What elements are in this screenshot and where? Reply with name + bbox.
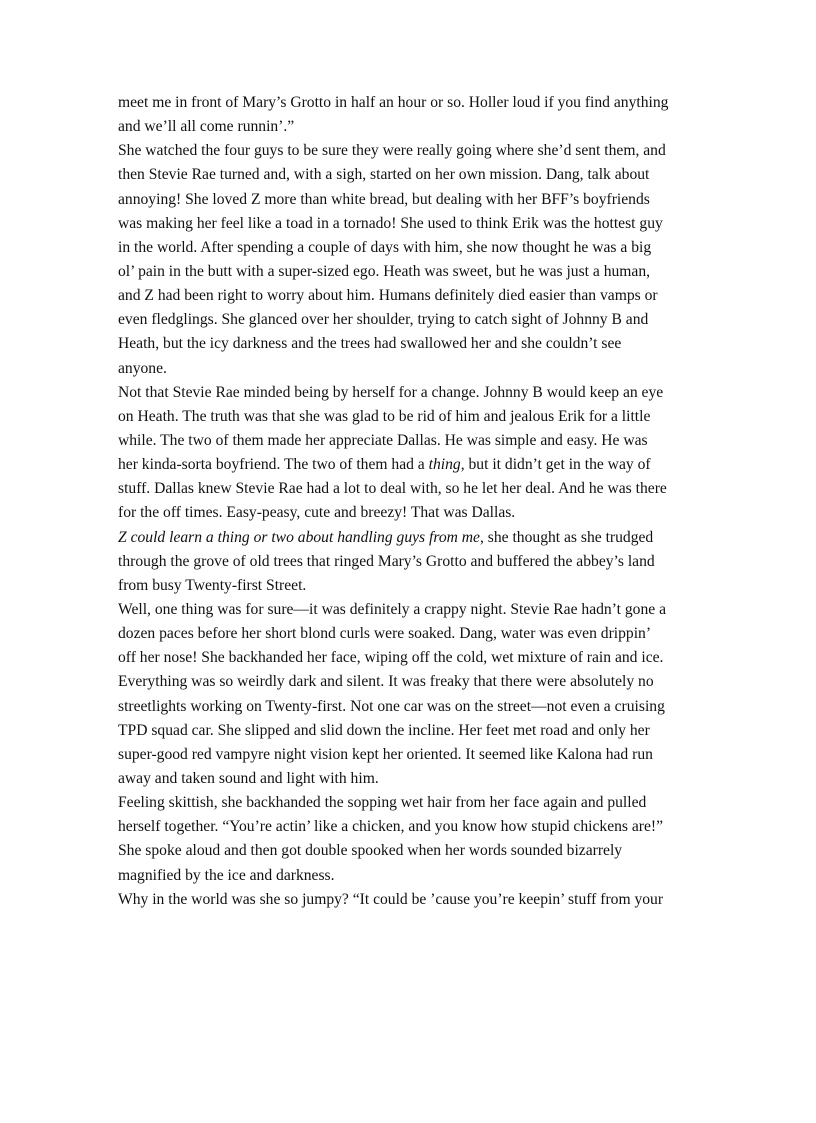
text-line	[118, 622, 703, 646]
text-segment: even fledglings. She glanced over her shoulder, trying to catch sight of Johnny B and	[118, 311, 649, 329]
text-segment: Heath, but the icy darkness and the trees had swallowed her and she couldn’t see	[118, 335, 622, 353]
text-segment: on Heath. The truth was that she was glad to be rid of him and jealous Erik for a little	[118, 407, 651, 425]
text-line	[118, 429, 703, 453]
text-line	[118, 212, 703, 236]
text-segment: was making her feel like a toad in a tornado! She used to think Erik was the hottest guy	[118, 214, 663, 232]
text-segment: , she thought as she trudged	[479, 528, 654, 546]
text-segment: Why in the world was she so jumpy? “It could be ’cause you’re keepin’ stuff from your	[118, 890, 664, 908]
text-segment: away and taken sound and light with him.	[118, 769, 379, 787]
text-line	[118, 767, 703, 791]
text-line	[118, 646, 703, 670]
text-line	[118, 743, 703, 767]
text-segment: Not that Stevie Rae minded being by herself for a change. Johnny B would keep an eye	[118, 383, 664, 401]
text-segment: anyone.	[118, 359, 167, 377]
text-line	[118, 260, 703, 284]
text-segment: stuff. Dallas knew Stevie Rae had a lot to deal with, so he let her deal. And he was there	[118, 480, 667, 498]
text-segment: but it didn’t get in the way of	[464, 456, 651, 474]
text-line	[118, 332, 703, 356]
text-line	[118, 598, 703, 622]
text-line	[118, 477, 703, 501]
text-segment: streetlights working on Twenty-first. Not one car was on the street—not even a cruising	[118, 697, 665, 715]
text-segment: She watched the four guys to be sure they were really going where she’d sent them, and	[118, 142, 666, 160]
text-line	[118, 719, 703, 743]
text-segment: in the world. After spending a couple of days with him, she now thought he was a big	[118, 238, 652, 256]
text-segment: Everything was so weirdly dark and silent. It was freaky that there were absolutely no	[118, 673, 654, 691]
text-line	[118, 236, 703, 260]
text-line	[118, 670, 703, 694]
text-segment: magnified by the ice and darkness.	[118, 866, 335, 884]
text-segment: then Stevie Rae turned and, with a sigh, started on her own mission. Dang, talk about	[118, 166, 650, 184]
text-segment: and we’ll all come runnin’.”	[118, 118, 295, 136]
text-segment: TPD squad car. She slipped and slid down the incline. Her feet met road and only her	[118, 721, 650, 739]
text-line	[118, 888, 703, 912]
text-segment: herself together. “You’re actin’ like a chicken, and you know how stupid chickens are!”	[118, 818, 664, 836]
text-segment: She spoke aloud and then got double spooked when her words sounded bizarrely	[118, 842, 623, 860]
text-segment: and Z had been right to worry about him. Humans definitely died easier than vamps or	[118, 287, 658, 305]
text-segment: for the off times. Easy-peasy, cute and breezy! That was Dallas.	[118, 504, 516, 522]
text-segment: her kinda-sorta boyfriend. The two of them had a	[118, 456, 429, 474]
text-segment: ol’ pain in the butt with a super-sized ego. Heath was sweet, but he was just a human,	[118, 262, 651, 280]
text-line	[118, 139, 703, 163]
text-line	[118, 864, 703, 888]
italic-text-segment: thing,	[428, 456, 465, 474]
text-line	[118, 284, 703, 308]
text-segment: while. The two of them made her appreciate Dallas. He was simple and easy. He was	[118, 431, 648, 449]
text-line	[118, 501, 703, 525]
text-line	[118, 381, 703, 405]
text-line	[118, 574, 703, 598]
text-segment: off her nose! She backhanded her face, wiping off the cold, wet mixture of rain and ice.	[118, 649, 664, 667]
text-line	[118, 695, 703, 719]
text-line	[118, 791, 703, 815]
text-segment: Well, one thing was for sure—it was definitely a crappy night. Stevie Rae hadn’t gone a	[118, 600, 666, 618]
text-line	[118, 405, 703, 429]
text-line	[118, 91, 703, 115]
text-segment: annoying! She loved Z more than white bread, but dealing with her BFF’s boyfriends	[118, 190, 650, 208]
text-segment: Feeling skittish, she backhanded the sopping wet hair from her face again and pulled	[118, 794, 647, 812]
text-line	[118, 163, 703, 187]
text-line	[118, 453, 703, 477]
text-line	[118, 815, 703, 839]
italic-text-segment: Z could learn a thing or two about handling guys from me	[118, 528, 480, 546]
text-line	[118, 550, 703, 574]
text-line	[118, 839, 703, 863]
text-line	[118, 188, 703, 212]
text-segment: meet me in front of Mary’s Grotto in half an hour or so. Holler loud if you find anything	[118, 94, 669, 111]
text-segment: dozen paces before her short blond curls were soaked. Dang, water was even drippin’	[118, 625, 652, 643]
text-segment: from busy Twenty-first Street.	[118, 576, 307, 594]
text-segment: super-good red vampyre night vision kept her oriented. It seemed like Kalona had run	[118, 745, 653, 763]
text-segment: through the grove of old trees that ringed Mary’s Grotto and buffered the abbey’s land	[118, 552, 655, 570]
document-page	[118, 91, 703, 912]
text-line	[118, 308, 703, 332]
text-line	[118, 357, 703, 381]
text-line	[118, 526, 703, 550]
text-line	[118, 115, 703, 139]
